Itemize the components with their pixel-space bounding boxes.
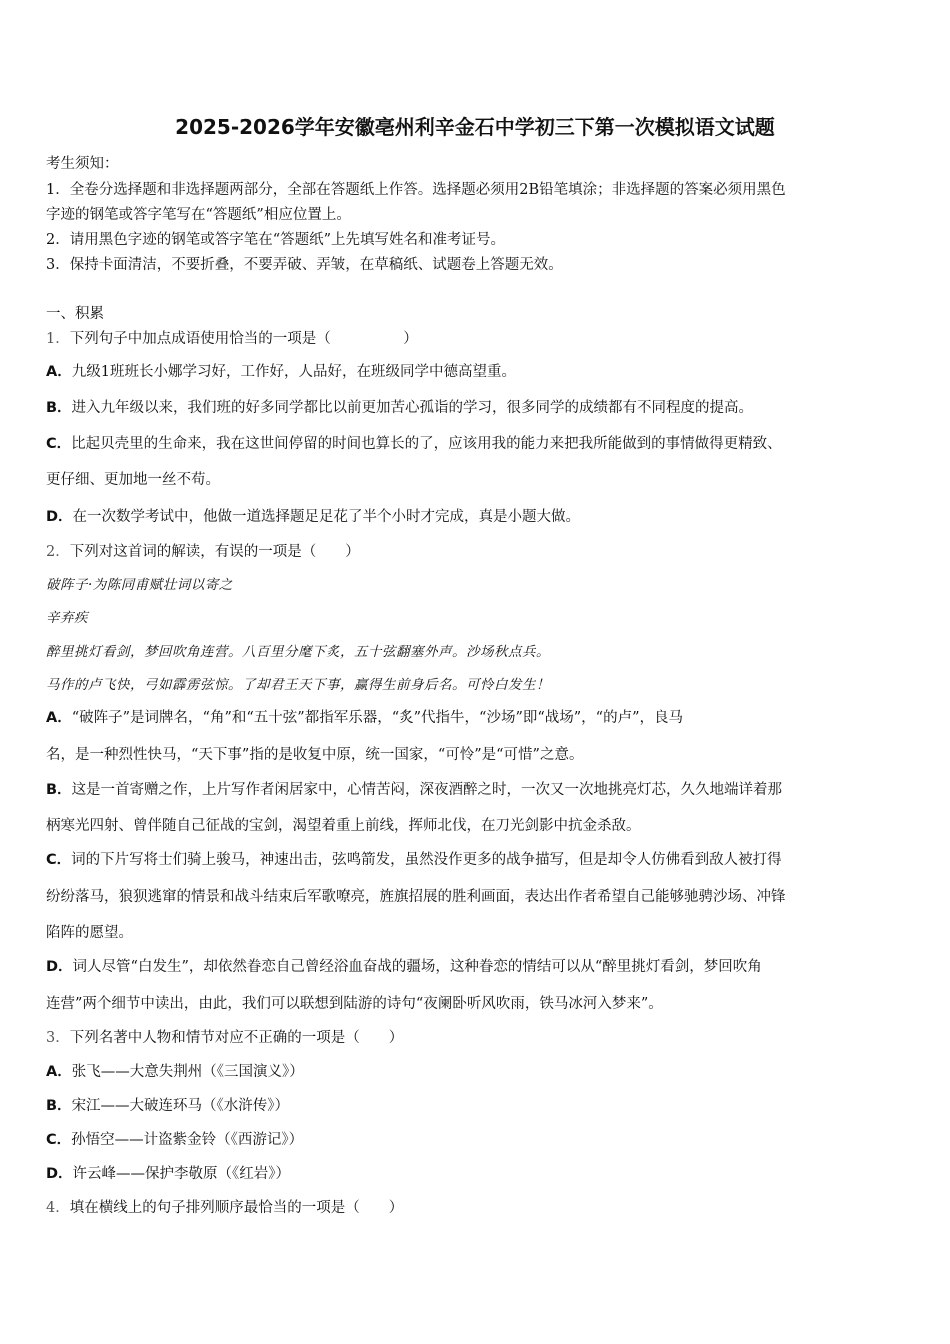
q2-option-b (46, 778, 906, 799)
poem-title: 破阵子·为陈同甫赋壮词以寄之 (46, 577, 233, 593)
question-number: 3． (46, 1030, 70, 1046)
option-letter: A． (46, 1064, 72, 1080)
q2-option-a (46, 706, 906, 727)
notice-heading: 考生须知： (46, 156, 119, 172)
option-text: 这是一首寄赠之作，上片写作者闲居家中，心情苦闷，深夜酒醉之时，一次又一次地挑亮灯芯，久久地端详着那 (71, 782, 783, 798)
q2-option-d-cont: 连营”两个细节中读出，由此，我们可以联想到陆游的诗句“夜阑卧听风吹雨，铁马冰河入梦来”。 (46, 996, 663, 1012)
option-text: 许云峰——保护李敬原（《红岩》） (72, 1166, 291, 1182)
q1-option-c (46, 432, 906, 453)
option-letter: A． (46, 364, 72, 380)
exam-title: 2025-2026学年安徽亳州利辛金石中学初三下第一次模拟语文试题 (175, 115, 775, 139)
question-text: 下列句子中加点成语使用恰当的一项是（ ） (69, 331, 418, 347)
question-1-stem (46, 327, 906, 348)
poem-line: 马作的卢飞快，弓如霹雳弦惊。了却君王天下事，赢得生前身后名。可怜白发生！ (46, 677, 550, 693)
question-2-stem (46, 540, 906, 561)
option-text: 孙悟空——计盗紫金铃（《西游记》） (71, 1132, 304, 1148)
question-number: 4． (46, 1200, 70, 1216)
option-text: 九级1班班长小娜学习好，工作好，人品好，在班级同学中德高望重。 (71, 364, 516, 380)
q1-option-d (46, 505, 906, 526)
notice-line: 1．全卷分选择题和非选择题两部分，全部在答题纸上作答。选择题必须用2B铅笔填涂；非选择题的答案必须用黑色 (46, 182, 786, 198)
question-text: 填在横线上的句子排列顺序最恰当的一项是（ ） (69, 1200, 404, 1216)
q1-option-b (46, 396, 906, 417)
notice-line: 字迹的钢笔或答字笔写在“答题纸”相应位置上。 (46, 207, 351, 223)
notice-line: 2．请用黑色字迹的钢笔或答字笔在“答题纸”上先填写姓名和准考证号。 (46, 232, 506, 248)
q3-option-a (46, 1060, 906, 1081)
option-text: 比起贝壳里的生命来，我在这世间停留的时间也算长的了，应该用我的能力来把我所能做到的事情做得更精致、 (71, 436, 782, 452)
q2-option-b-cont: 柄寒光四射、曾伴随自己征战的宝剑，渴望着重上前线，挥师北伐，在刀光剑影中抗金杀敌。 (46, 818, 641, 834)
option-letter: C． (46, 1132, 72, 1148)
poem-line: 醉里挑灯看剑，梦回吹角连营。八百里分麾下炙，五十弦翻塞外声。沙场秋点兵。 (46, 644, 550, 660)
option-text: 在一次数学考试中，他做一道选择题足足花了半个小时才完成，真是小题大做。 (72, 509, 581, 525)
q3-option-b (46, 1094, 906, 1115)
option-text: 词人尽管“白发生”，却依然眷恋自己曾经浴血奋战的疆场，这种眷恋的情结可以从“醉里挑灯看剑，梦回吹角 (72, 959, 762, 975)
option-letter: D． (46, 959, 73, 975)
q2-option-c (46, 848, 906, 869)
question-number: 2． (46, 544, 70, 560)
option-letter: C． (46, 852, 72, 868)
question-4-stem (46, 1196, 906, 1217)
option-text: 词的下片写将士们骑上骏马，神速出击，弦鸣箭发，虽然没作更多的战争描写，但是却令人仿佛看到敌人被打得 (71, 852, 782, 868)
question-number: 1． (46, 331, 70, 347)
option-text: 进入九年级以来，我们班的好多同学都比以前更加苦心孤诣的学习，很多同学的成绩都有不同程度的提高。 (71, 400, 754, 416)
poem-author: 辛弃疾 (46, 610, 88, 626)
q2-option-a-cont: 名，是一种烈性快马，“天下事”指的是收复中原，统一国家，“可怜”是“可惜”之意。 (46, 747, 584, 763)
option-text: 宋江——大破连环马（《水浒传》） (71, 1098, 290, 1114)
q3-option-c (46, 1128, 906, 1149)
option-letter: B． (46, 1098, 72, 1114)
q1-option-c-cont: 更仔细、更加地一丝不苟。 (46, 472, 220, 488)
option-text: 张飞——大意失荆州（《三国演义》） (71, 1064, 304, 1080)
option-letter: B． (46, 782, 72, 798)
option-text: “破阵子”是词牌名，“角”和“五十弦”都指军乐器，“炙”代指牛，“沙场”即“战场”，“的卢”，良马 (71, 710, 684, 726)
q3-option-d (46, 1162, 906, 1183)
section-heading: 一、积累 (46, 306, 104, 322)
option-letter: B． (46, 400, 72, 416)
option-letter: C． (46, 436, 72, 452)
q1-option-a (46, 360, 906, 381)
option-letter: D． (46, 1166, 73, 1182)
q2-option-d (46, 955, 906, 976)
question-text: 下列名著中人物和情节对应不正确的一项是（ ） (69, 1030, 404, 1046)
option-letter: A． (46, 710, 72, 726)
question-text: 下列对这首词的解读，有误的一项是（ ） (69, 544, 360, 560)
q2-option-c-cont: 纷纷落马，狼狈逃窜的情景和战斗结束后军歌嘹亮，旌旗招展的胜利画面，表达出作者希望自己能够驰骋沙场、冲锋 (46, 889, 786, 905)
notice-line: 3．保持卡面清洁，不要折叠，不要弄破、弄皱，在草稿纸、试题卷上答题无效。 (46, 257, 563, 273)
option-letter: D． (46, 509, 73, 525)
q2-option-c-cont: 陷阵的愿望。 (46, 925, 133, 941)
question-3-stem (46, 1026, 906, 1047)
